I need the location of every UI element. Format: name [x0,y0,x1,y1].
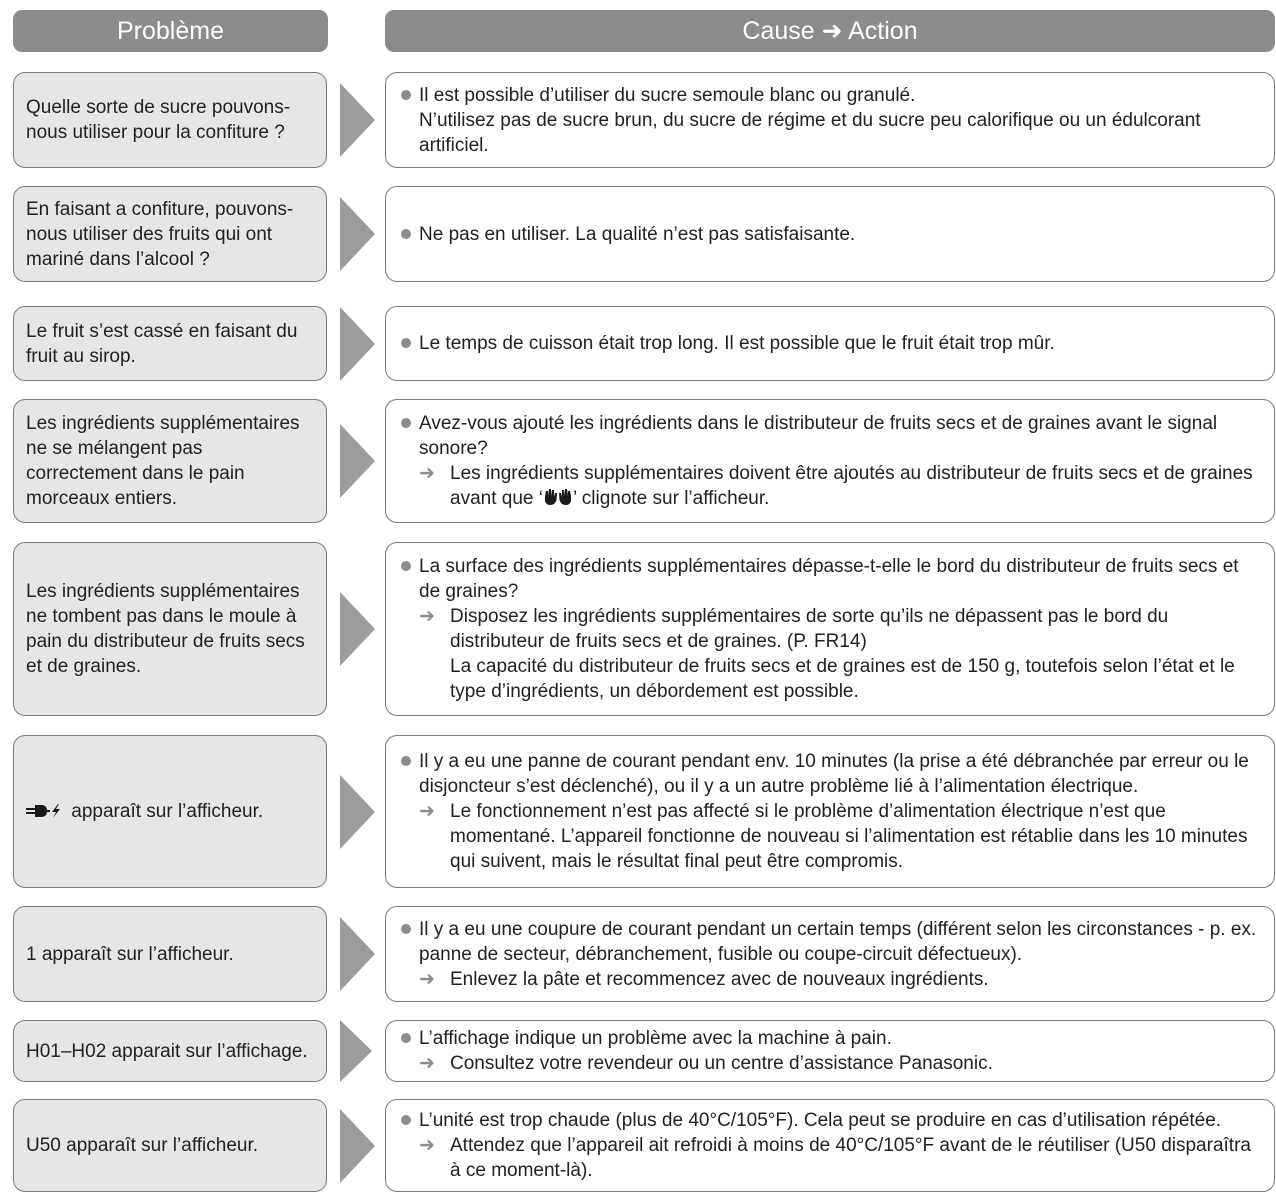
bullet-dot-icon [400,1108,419,1133]
bullet-text: Il est possible d’utiliser du sucre semoule blanc ou granulé. [419,84,916,106]
problem-text: U50 apparaît sur l’afficheur. [26,1135,259,1156]
right-arrow-icon: ➜ [419,1053,435,1074]
action-line [400,967,1264,992]
cause-bullet [400,554,1264,604]
table-row [0,186,1276,282]
bullet-continuation: N’utilisez pas de sucre brun, du sucre de régime et du sucre peu calorifique ou un édulcorant artificiel. [419,109,1201,156]
table-row [0,399,1276,523]
bullet-dot-icon [400,411,419,461]
problem-cell [13,735,327,888]
triangle-right-icon [340,917,375,991]
bullet-text: Il y a eu une coupure de courant pendant un certain temps (différent selon les circonstances - p. ex. panne de secteur, débranchement, fusible ou coupe-circuit défectueux). [419,918,1257,965]
action-line [400,1133,1264,1183]
cause-cell [385,906,1275,1002]
problem-text: En faisant a confiture, pouvons-nous utiliser des fruits qui ont mariné dans l’alcool ? [26,198,294,270]
cause-cell [385,399,1275,523]
cause-bullet [400,411,1264,461]
cause-cell [385,1020,1275,1082]
triangle-right-icon [340,424,375,498]
triangle-right-icon [340,307,375,381]
bullet-dot-icon [400,749,419,799]
action-text: Disposez les ingrédients supplémentaires de sorte qu’ils ne dépassent pas le bord du distributeur de fruits secs et de graines. (P. FR14) [450,606,1169,652]
action-text: Le fonctionnement n’est pas affecté si le problème d’alimentation électrique n’est que momentané. L’appareil fonctionne de nouveau si l’alimentation est rétablie dans les 10 minutes qui suivent, mais le résultat final peut être compromis. [450,801,1248,872]
bullet-text: Il y a eu une panne de courant pendant env. 10 minutes (la prise a été débranchée par erreur ou le disjoncteur s’est déclenché), ou il y a un autre problème lié à l’alimentation électrique. [419,751,1249,797]
problem-text: Le fruit s’est cassé en faisant du fruit au sirop. [26,320,298,367]
problem-text: H01–H02 apparait sur l’affichage. [26,1040,308,1062]
action-line [400,799,1264,874]
triangle-right-icon [340,592,375,666]
bullet-text: L’affichage indique un problème avec la machine à pain. [419,1028,892,1049]
cause-cell [385,306,1275,381]
triangle-right-icon [340,1020,372,1082]
action-line [400,1051,1264,1076]
action-text: Consultez votre revendeur ou un centre d’assistance Panasonic. [450,1053,993,1074]
cause-cell [385,542,1275,716]
cause-cell [385,186,1275,282]
table-row [0,1099,1276,1192]
problem-text: Quelle sorte de sucre pouvons-nous utiliser pour la confiture ? [26,97,291,143]
cause-bullet [400,331,1264,356]
right-arrow-icon: ➜ [419,463,435,484]
bullet-text: Ne pas en utiliser. La qualité n’est pas satisfaisante. [419,223,856,245]
table-row [0,906,1276,1002]
right-arrow-icon: ➜ [419,968,435,990]
triangle-right-icon [340,1109,375,1183]
triangle-right-icon [340,197,375,271]
bullet-dot-icon [400,917,419,967]
right-arrow-icon: ➜ [419,1135,435,1156]
problem-cell [13,306,327,381]
cause-bullet [400,749,1264,799]
triangle-right-icon [340,83,375,157]
problem-cell [13,186,327,282]
cause-bullet [400,83,1264,158]
cause-bullet [400,1026,1264,1051]
header-problem [13,10,328,52]
action-line [400,461,1264,511]
problem-cell [13,399,327,523]
table-row [0,306,1276,381]
problem-cell [13,1099,327,1192]
bullet-dot-icon [400,1026,419,1051]
problem-cell [13,72,327,168]
cause-cell [385,72,1275,168]
triangle-right-icon [340,775,375,849]
hands-icon [543,488,573,506]
action-text: Attendez que l’appareil ait refroidi à moins de 40°C/105°F avant de le réutiliser (U50 disparaîtra à ce moment-là). [450,1135,1251,1181]
table-row [0,1020,1276,1082]
problem-text: apparaît sur l’afficheur. [71,801,264,822]
action-line [400,604,1264,704]
header-cause-label: Cause ➜ Action [742,17,918,45]
table-row [0,735,1276,888]
problem-text: Les ingrédients supplémentaires ne tombent pas dans le moule à pain du distributeur de fruits secs et de graines. [26,581,305,677]
bullet-dot-icon [400,554,419,604]
cause-bullet [400,1108,1264,1133]
action-text-end: ’ clignote sur l’afficheur. [572,488,770,509]
right-arrow-icon: ➜ [419,606,435,627]
bullet-text: Le temps de cuisson était trop long. Il est possible que le fruit était trop mûr. [419,333,1055,354]
problem-text: 1 apparaît sur l’afficheur. [26,943,234,965]
power-failure-icon [26,802,66,820]
cause-bullet [400,222,1264,247]
bullet-dot-icon [400,83,419,158]
action-text: Les ingrédients supplémentaires doivent être ajoutés au distributeur de fruits secs et de graines avant que ‘ [450,463,1253,509]
header-cause-action [385,10,1275,52]
problem-text: Les ingrédients supplémentaires ne se mélangent pas correctement dans le pain morceaux entiers. [26,413,300,509]
cause-bullet [400,917,1264,967]
cause-cell [385,1099,1275,1192]
action-text: Enlevez la pâte et recommencez avec de nouveaux ingrédients. [450,968,989,990]
cause-cell [385,735,1275,888]
problem-cell [13,1020,327,1082]
action-continuation: La capacité du distributeur de fruits secs et de graines est de 150 g, toutefois selon l’état et le type d’ingrédients, un débordement est possible. [450,656,1235,702]
bullet-dot-icon [400,331,419,356]
bullet-text: L’unité est trop chaude (plus de 40°C/105°F). Cela peut se produire en cas d’utilisation répétée. [419,1110,1222,1131]
table-row [0,72,1276,168]
header-problem-label: Problème [117,16,224,45]
right-arrow-icon: ➜ [419,801,435,822]
bullet-text: La surface des ingrédients supplémentaires dépasse-t-elle le bord du distributeur de fruits secs et de graines? [419,556,1239,602]
problem-cell [13,906,327,1002]
table-row [0,542,1276,716]
bullet-text: Avez-vous ajouté les ingrédients dans le distributeur de fruits secs et de graines avant le signal sonore? [419,413,1218,459]
problem-cell [13,542,327,716]
bullet-dot-icon [400,222,419,247]
